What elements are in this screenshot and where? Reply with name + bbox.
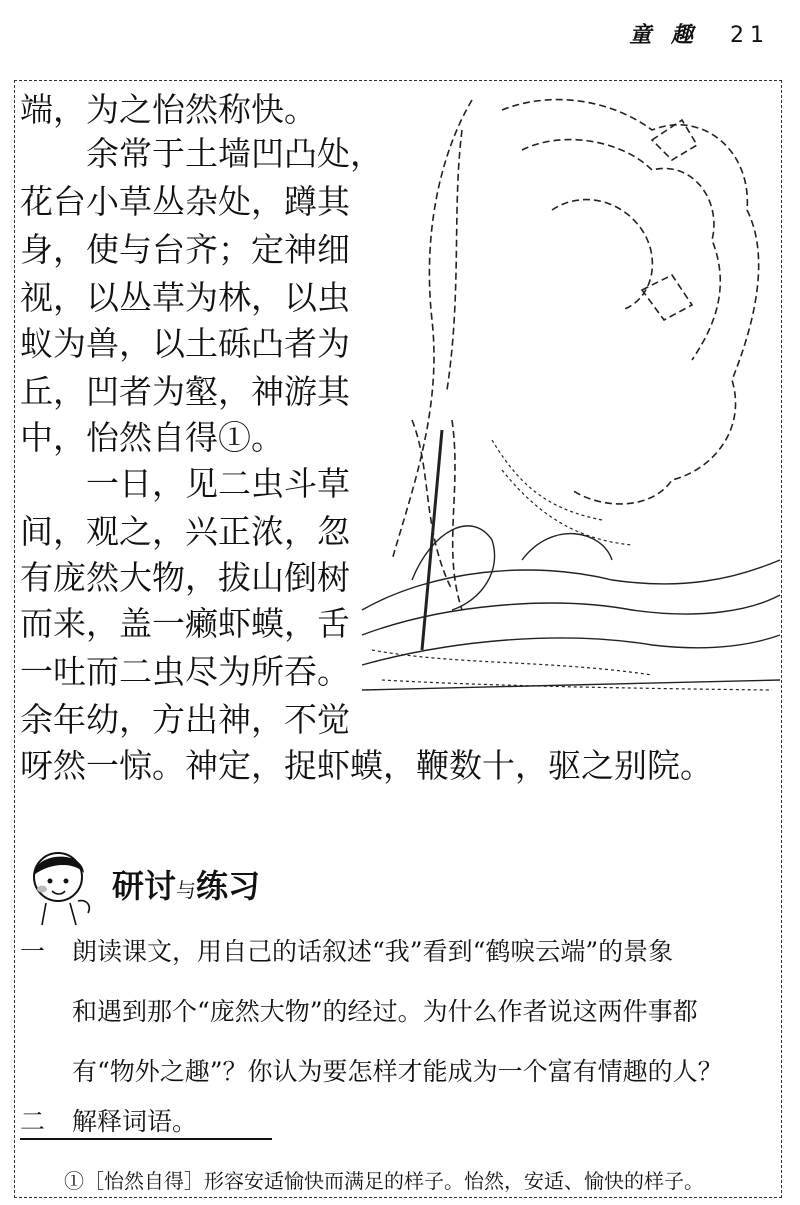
- body-line: 花台小草丛杂处，蹲其: [20, 182, 350, 221]
- body-line: 中，怡然自得①。: [20, 418, 284, 457]
- section-title-mid: 与: [176, 878, 197, 902]
- body-line: 间，观之，兴正浓，忽: [20, 512, 350, 551]
- body-line: 一吐而二虫尽为所吞。: [20, 652, 350, 691]
- exercise-number: 一: [20, 937, 46, 966]
- body-line: 一日，见二虫斗草: [86, 464, 350, 503]
- body-line: 端，为之怡然称快。: [20, 90, 317, 129]
- footnote: ①［怡然自得］形容安适愉快而满足的样子。怡然，安适、愉快的样子。: [64, 1169, 704, 1193]
- exercise-line: [20, 922, 673, 982]
- body-line: 余年幼，方出神，不觉: [20, 700, 350, 739]
- section-heading: [22, 845, 422, 925]
- cartoon-child-icon: [22, 845, 102, 927]
- body-line: 呀然一惊。神定，捉虾蟆，鞭数十，驱之别院。: [20, 746, 713, 785]
- body-line: 而来，盖一癞虾蟆，舌: [20, 604, 350, 643]
- body-line: 蚁为兽，以土砾凸者为: [20, 324, 350, 363]
- body-line: 身，使与台齐；定神细: [20, 230, 350, 269]
- section-title-b: 练习: [196, 867, 261, 905]
- body-line: 有庞然大物，拔山倒树: [20, 558, 350, 597]
- footnote-rule: [20, 1138, 272, 1140]
- section-title: [112, 861, 260, 907]
- body-line: 视，以丛草为林，以虫: [20, 278, 350, 317]
- running-header: [629, 18, 770, 49]
- exercise-line: [20, 1102, 197, 1142]
- body-line: 丘，凹者为壑，神游其: [20, 372, 350, 411]
- exercise-line: 和遇到那个“庞然大物”的经过。为什么作者说这两件事都: [72, 997, 698, 1026]
- illustration-line-art: [352, 90, 782, 700]
- exercise-number: 二: [20, 1107, 46, 1136]
- body-line: 余常于土墙凹凸处，: [86, 134, 383, 173]
- exercise-text: 解释词语。: [72, 1107, 198, 1136]
- page-number: 21: [730, 23, 770, 48]
- running-title: 童 趣: [629, 23, 699, 48]
- exercise-text: 朗读课文，用自己的话叙述“我”看到“鹤唳云端”的景象: [72, 937, 674, 966]
- exercise-line: 有“物外之趣”？你认为要怎样才能成为一个富有情趣的人？: [72, 1057, 723, 1086]
- section-title-a: 研讨: [112, 867, 177, 905]
